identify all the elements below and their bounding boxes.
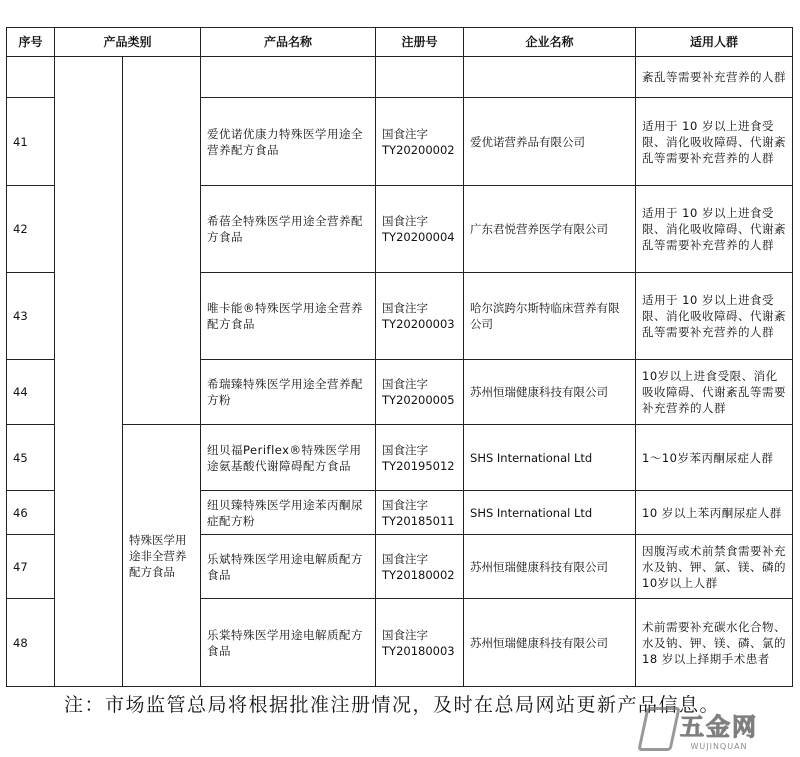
cell-audience: 适用于 10 岁以上进食受限、消化吸收障碍、代谢紊乱等需要补充营养的人群 [636, 98, 793, 186]
cell-audience: 紊乱等需要补充营养的人群 [636, 57, 793, 98]
table-header-row [7, 28, 793, 57]
cell-audience: 适用于 10 岁以上进食受限、消化吸收障碍、代谢紊乱等需要补充营养的人群 [636, 273, 793, 360]
cell-product: 乐斌特殊医学用途电解质配方食品 [201, 535, 376, 599]
cell-audience: 术前需要补充碳水化合物、水及钠、钾、镁、磷、氯的 18 岁以上择期手术患者 [636, 599, 793, 687]
header-category: 产品类别 [55, 28, 201, 57]
cell-seq: 47 [7, 535, 55, 599]
cell-product: 纽贝福Periflex®特殊医学用途氨基酸代谢障碍配方食品 [201, 425, 376, 491]
cell-company: 爱优诺营养品有限公司 [464, 98, 636, 186]
cell-company: 苏州恒瑞健康科技有限公司 [464, 599, 636, 687]
cell-company: 苏州恒瑞健康科技有限公司 [464, 535, 636, 599]
header-seq: 序号 [7, 28, 55, 57]
cell-audience: 适用于 10 岁以上进食受限、消化吸收障碍、代谢紊乱等需要补充营养的人群 [636, 186, 793, 273]
cell-product [201, 57, 376, 98]
watermark-text [680, 707, 758, 751]
cell-category-outer [55, 57, 123, 687]
cell-seq: 41 [7, 98, 55, 186]
cell-reg-no: 国食注字TY20200004 [376, 186, 464, 273]
header-product: 产品名称 [201, 28, 376, 57]
cell-reg-no [376, 57, 464, 98]
cell-seq: 48 [7, 599, 55, 687]
cell-reg-no: 国食注字TY20200003 [376, 273, 464, 360]
cell-audience: 10岁以上进食受限、消化吸收障碍、代谢紊乱等需要补充营养的人群 [636, 360, 793, 425]
cell-product: 唯卡能®特殊医学用途全营养配方食品 [201, 273, 376, 360]
cell-company: SHS International Ltd [464, 425, 636, 491]
cell-reg-no: 国食注字TY20195012 [376, 425, 464, 491]
footnote: 注：市场监管总局将根据批准注册情况，及时在总局网站更新产品信息。 [64, 694, 721, 716]
cell-reg-no: 国食注字TY20200002 [376, 98, 464, 186]
cell-audience: 因腹泻或术前禁食需要补充水及钠、钾、氯、镁、磷的10岁以上人群 [636, 535, 793, 599]
cell-reg-no: 国食注字TY20185011 [376, 491, 464, 535]
cell-company: 哈尔滨跨尔斯特临床营养有限公司 [464, 273, 636, 360]
watermark-logo [642, 703, 792, 755]
header-reg-no: 注册号 [376, 28, 464, 57]
cell-seq: 44 [7, 360, 55, 425]
watermark-en: WUJINQUAN [690, 742, 748, 751]
header-company: 企业名称 [464, 28, 636, 57]
cell-reg-no: 国食注字TY20180002 [376, 535, 464, 599]
cell-audience: 10 岁以上苯丙酮尿症人群 [636, 491, 793, 535]
cell-company: SHS International Ltd [464, 491, 636, 535]
cell-product: 爱优诺优康力特殊医学用途全营养配方食品 [201, 98, 376, 186]
cell-category-label: 特殊医学用途非全营养配方食品 [123, 425, 201, 687]
watermark-cn: 五金网 [680, 713, 758, 741]
table-row [7, 425, 793, 491]
cell-seq [7, 57, 55, 98]
cell-company [464, 57, 636, 98]
cell-reg-no: 国食注字TY20200005 [376, 360, 464, 425]
cell-product: 希瑞臻特殊医学用途全营养配方粉 [201, 360, 376, 425]
cell-seq: 45 [7, 425, 55, 491]
cell-seq: 43 [7, 273, 55, 360]
cell-company: 苏州恒瑞健康科技有限公司 [464, 360, 636, 425]
cell-product: 纽贝臻特殊医学用途苯丙酮尿症配方粉 [201, 491, 376, 535]
cell-seq: 46 [7, 491, 55, 535]
cell-seq: 42 [7, 186, 55, 273]
table-row [7, 57, 793, 98]
cell-reg-no: 国食注字TY20180003 [376, 599, 464, 687]
cell-product: 乐棠特殊医学用途电解质配方食品 [201, 599, 376, 687]
cell-category-upper [123, 57, 201, 425]
watermark-badge-icon [637, 707, 680, 751]
header-audience: 适用人群 [636, 28, 793, 57]
cell-audience: 1～10岁苯丙酮尿症人群 [636, 425, 793, 491]
cell-product: 希蓓全特殊医学用途全营养配方食品 [201, 186, 376, 273]
registration-table [6, 27, 793, 687]
cell-company: 广东君悦营养医学有限公司 [464, 186, 636, 273]
